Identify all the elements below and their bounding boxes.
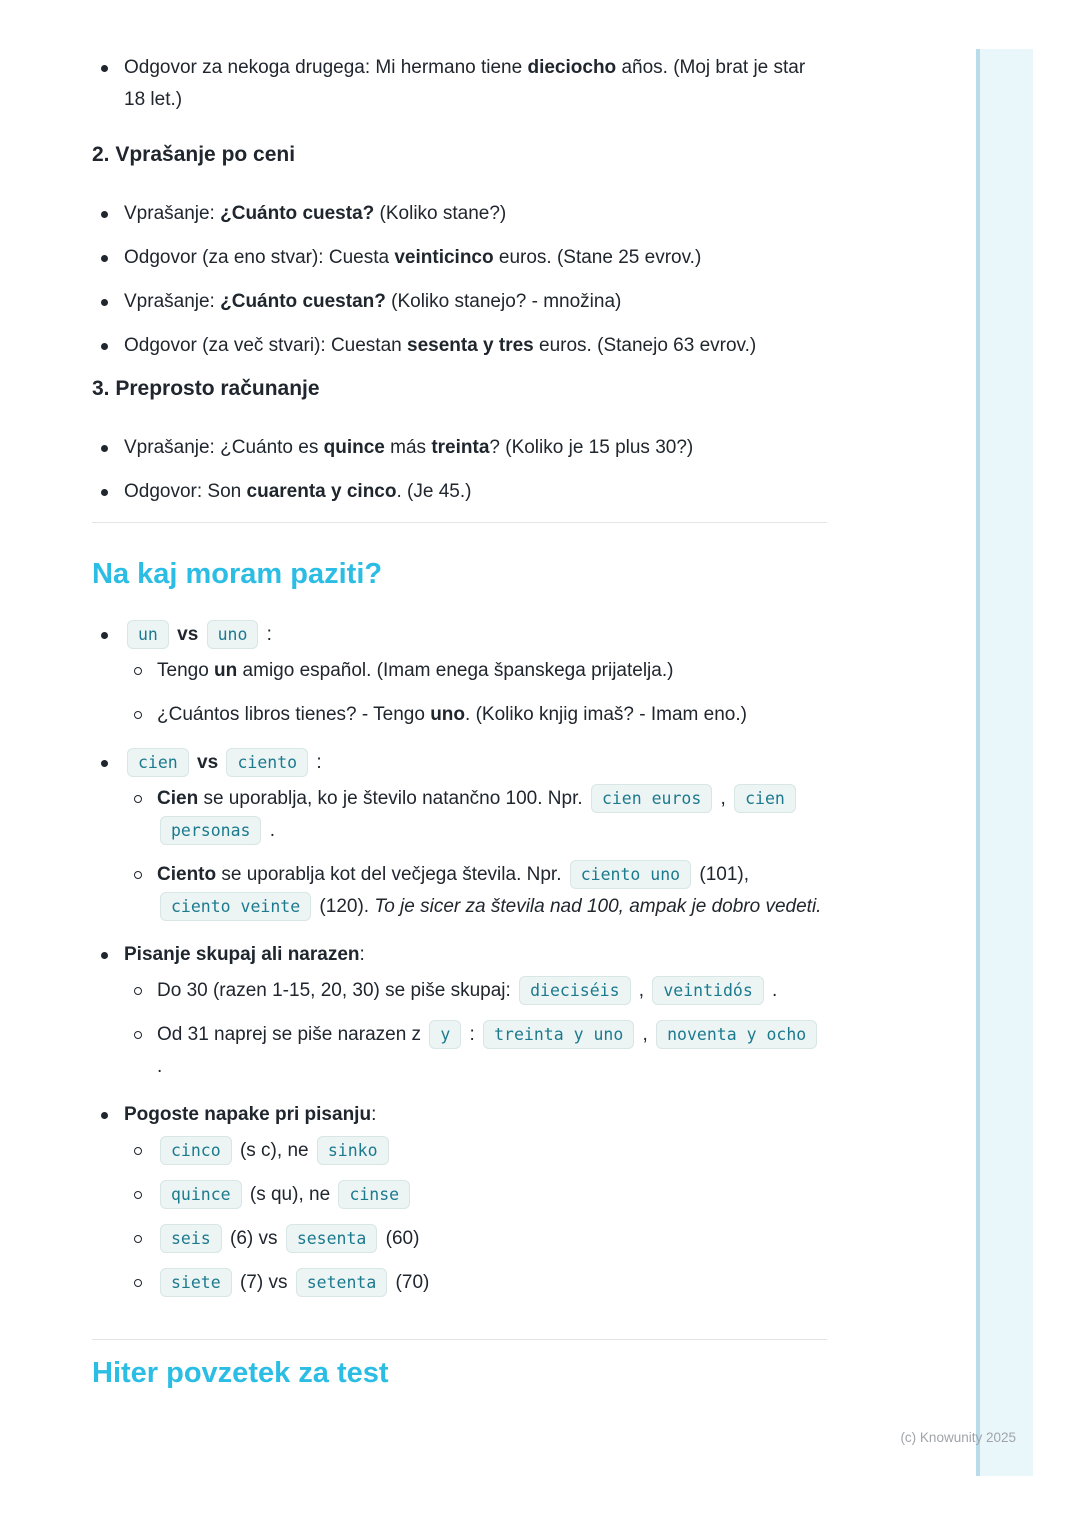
nested-list [124,783,827,923]
list-item-text: Odgovor (za več stvari): Cuestan sesenta y tres euros. (Stanejo 63 evrov.) [124,335,757,356]
math-bullet-list [92,432,827,508]
list-item-text: Odgovor za nekoga drugega: Mi hermano tiene dieciocho años. (Moj brat je star 18 let.) [124,57,806,110]
list-item-text: Vprašanje: ¿Cuánto cuesta? (Koliko stane?) [124,203,507,224]
intro-bullet-list [92,52,827,116]
list-item [125,1019,827,1083]
list-item-text: ¿Cuántos libros tienes? - Tengo uno. (Koliko knjig imaš? - Imam eno.) [157,704,747,725]
section-heading-summary: Hiter povzetek za test [92,1357,389,1389]
nested-list [124,975,827,1083]
list-item-text: un vs uno : [124,624,272,645]
list-item [125,975,827,1007]
list-item-text: seis (6) vs sesenta (60) [157,1228,419,1249]
section-heading-watch-out: Na kaj moram paziti? [92,558,383,590]
nested-list [124,655,827,731]
list-item [125,783,827,847]
list-item [92,198,827,230]
list-item [92,1099,827,1299]
list-item-text: Tengo un amigo español. (Imam enega španskega prijatelja.) [157,660,674,681]
list-item [92,747,827,923]
list-item [92,242,827,274]
list-item-text: Odgovor (za eno stvar): Cuesta veinticinco euros. (Stane 25 evrov.) [124,247,702,268]
list-item-text: Od 31 naprej se piše narazen z y : treinta y uno , noventa y ocho . [157,1024,820,1077]
list-item [92,476,827,508]
list-item-text: quince (s qu), ne cinse [157,1184,413,1205]
copyright-footer: (c) Knowunity 2025 [900,1430,1016,1445]
list-item-text: siete (7) vs setenta (70) [157,1272,429,1293]
list-item-text: cinco (s c), ne sinko [157,1140,392,1161]
list-item [125,1135,827,1167]
nested-list [124,1135,827,1299]
section-heading-math: 3. Preprosto računanje [92,377,320,400]
list-item-text: Cien se uporablja, ko je število natančno 100. Npr. cien euros , cien personas . [157,788,799,841]
price-bullet-list [92,198,827,362]
list-item [125,1223,827,1255]
list-item [92,432,827,464]
section-heading-price: 2. Vprašanje po ceni [92,143,296,166]
list-item-text: Pogoste napake pri pisanju: [124,1104,377,1125]
list-item-text: Vprašanje: ¿Cuánto es quince más treinta? (Koliko je 15 plus 30?) [124,437,694,458]
list-item [125,655,827,687]
list-item-text: Do 30 (razen 1-15, 20, 30) se piše skupaj: dieciséis , veintidós . [157,980,777,1001]
list-item-text: Odgovor: Son cuarenta y cinco. (Je 45.) [124,481,472,502]
list-item [125,1267,827,1299]
list-item [92,52,827,116]
list-item [125,699,827,731]
list-item [92,939,827,1083]
section-divider [92,522,827,523]
watch-out-list [92,619,827,1299]
section-divider [92,1339,827,1340]
list-item-text: Vprašanje: ¿Cuánto cuestan? (Koliko stanejo? - množina) [124,291,622,312]
list-item-text: cien vs ciento : [124,752,322,773]
list-item-text: Ciento se uporablja kot del večjega števila. Npr. ciento uno (101), ciento veinte (120). To je sicer za števila nad 100, ampak je dobro vedeti. [157,864,821,917]
list-item [92,619,827,731]
list-item [92,330,827,362]
list-item [92,286,827,318]
list-item-text: Pisanje skupaj ali narazen: [124,944,365,965]
list-item [125,859,827,923]
list-item [125,1179,827,1211]
